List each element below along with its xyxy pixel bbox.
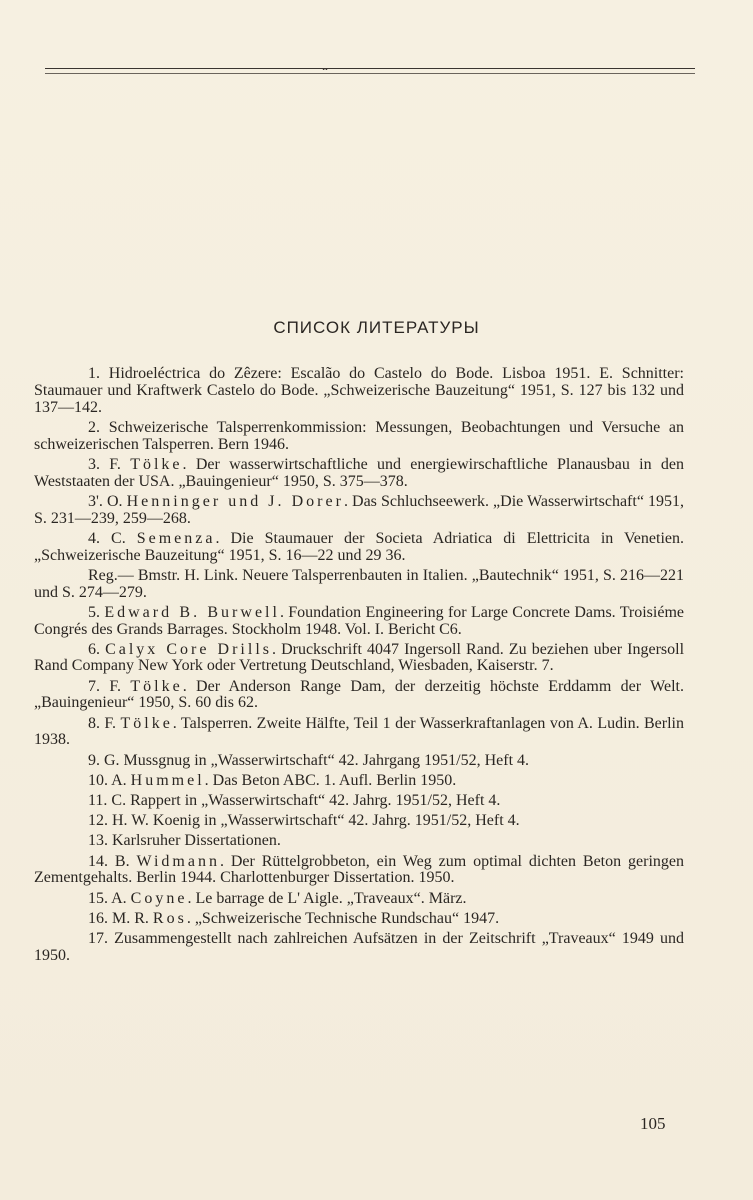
reference-item: 11. C. Rappert in „Wasserwirtschaft“ 42. Jahrg. 1951/52, Heft 4. [88, 792, 501, 810]
reference-item: 6. Calyx Core Drills. Druckschrift 4047 Ingersoll Rand. Zu beziehen uber Ingersoll Rand Company New York oder Vertretung Deutschland, Wiesbaden, Kaiserstr. 7. [34, 640, 685, 675]
reference-item: 5. Edward B. Burwell. Foundation Engineering for Large Concrete Dams. Troisiéme Congrés des Grands Barrages. Stockholm 1948. Vol. I. Bericht C6. [34, 603, 684, 638]
reference-item: 10. A. Hummel. Das Beton ABC. 1. Aufl. Berlin 1950. [88, 771, 457, 789]
reference-item: 15. A. Coyne. Le barrage de L' Aigle. „Traveaux“. März. [88, 889, 467, 907]
reference-item: 3. F. Tölke. Der wasserwirtschaftliche und energiewirschaftliche Planausbau in den Weststaaten der USA. „Bauingenieur“ 1950, S. 375—378. [34, 455, 684, 490]
reference-item: 8. F. Tölke. Talsperren. Zweite Hälfte, Teil 1 der Wasserkraftanlagen von A. Ludin. Berlin 1938. [34, 714, 684, 749]
reference-item: 2. Schweizerische Talsperrenkommission: Messungen, Beobachtungen und Versuche an schweizerischen Talsperren. Bern 1946. [34, 418, 684, 453]
page-number: 105 [640, 1114, 666, 1133]
reference-item: 3'. O. Henninger und J. Dorer. Das Schluchseewerk. „Die Wasserwirtschaft“ 1951, S. 231—239, 259—268. [34, 492, 685, 527]
reference-item: Reg.— Bmstr. H. Link. Neuere Talsperrenbauten in Italien. „Bautechnik“ 1951, S. 216—221 und S. 274—279. [34, 566, 684, 601]
header-rule-thin [45, 73, 695, 74]
reference-item: 7. F. Tölke. Der Anderson Range Dam, der derzeitig höchste Erddamm der Welt. „Bauingenieur“ 1950, S. 60 dis 62. [34, 677, 684, 712]
reference-item: 4. C. Semenza. Die Staumauer der Societa Adriatica di Elettricita in Venetien. „Schweizerische Bauzeitung“ 1951, S. 16—22 und 29 36. [34, 529, 685, 564]
page-title: СПИСОК ЛИТЕРАТУРЫ [273, 318, 480, 337]
reference-item: 9. G. Mussgnug in „Wasserwirtschaft“ 42. Jahrgang 1951/52, Heft 4. [88, 751, 530, 769]
reference-item: 13. Karlsruher Dissertationen. [88, 832, 281, 850]
reference-list [34, 366, 684, 968]
reference-item: 1. Hidroeléctrica do Zêzere: Escalão do Castelo do Bode. Lisboa 1951. E. Schnitter: Staumauer und Kraftwerk Castelo do Bode. „Schweizerische Bauzeitung“ 1951, S. 127 bis 132 und 137—142. [34, 365, 684, 416]
reference-item: 14. B. Widmann. Der Rüttelgrobbeton, ein Weg zum optimal dichten Beton geringen Zementgehalts. Berlin 1944. Charlottenburger Dissertation. 1950. [34, 852, 685, 887]
reference-item: 16. M. R. Ros. „Schweizerische Technische Rundschau“ 1947. [88, 909, 500, 927]
reference-item: 17. Zusammengestellt nach zahlreichen Aufsätzen in der Zeitschrift „Traveaux“ 1949 und 1950. [34, 929, 684, 964]
header-rule-mark: •• [322, 65, 328, 74]
reference-item: 12. H. W. Koenig in „Wasserwirtschaft“ 42. Jahrg. 1951/52, Heft 4. [88, 812, 520, 830]
header-rule [45, 68, 695, 69]
